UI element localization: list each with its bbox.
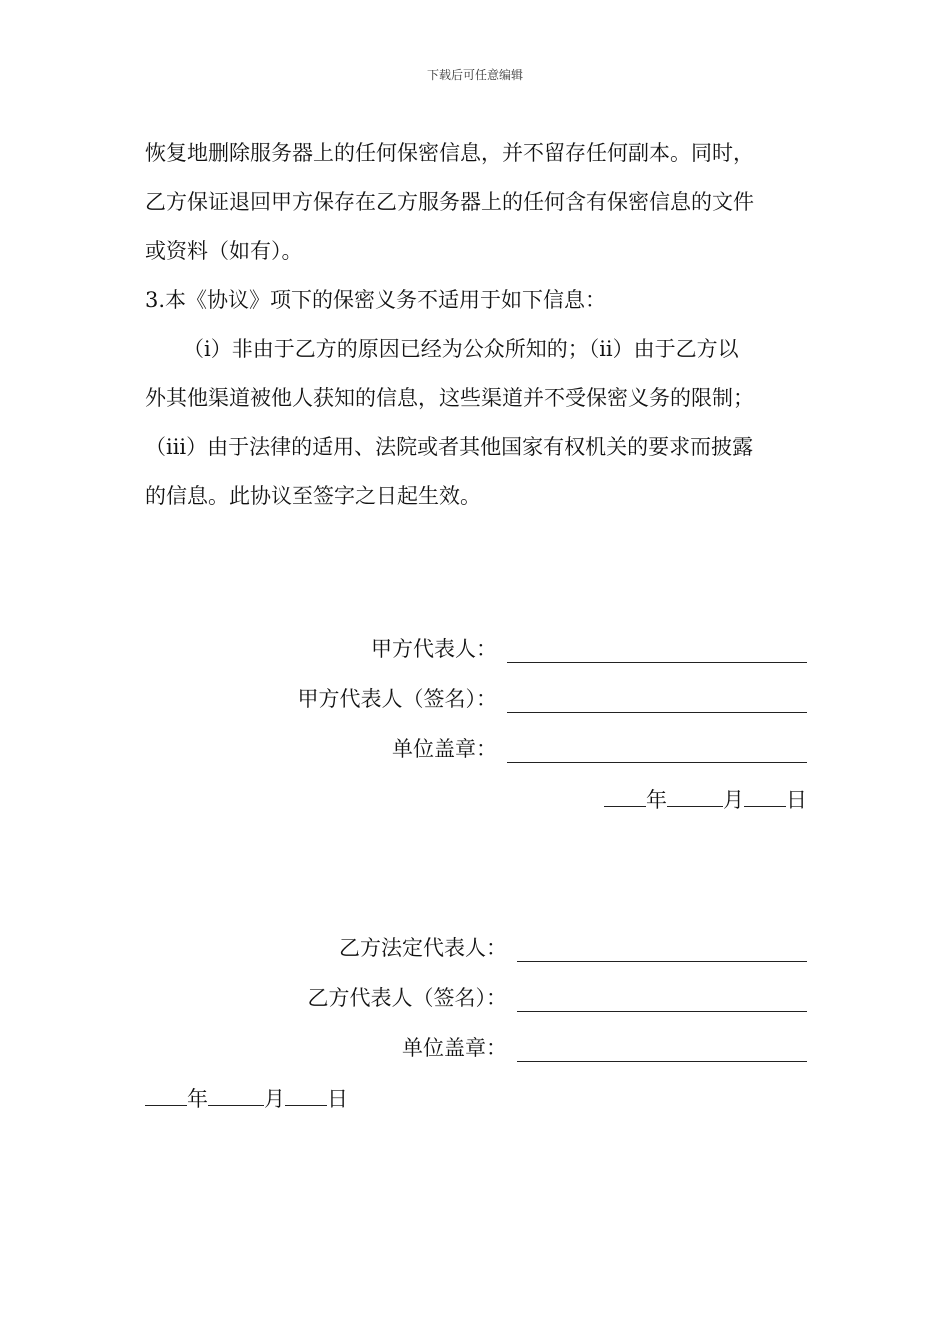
party-b-seal-row xyxy=(402,1032,807,1062)
party-b-seal-label: 单位盖章： xyxy=(402,1036,507,1060)
party-a-month-label: 月 xyxy=(723,788,744,812)
party-a-seal-label: 单位盖章： xyxy=(392,737,497,761)
party-b-year-blank[interactable] xyxy=(145,1085,187,1106)
agreement-body xyxy=(145,129,807,521)
party-b-day-label: 日 xyxy=(327,1087,348,1111)
party-a-seal-row xyxy=(392,733,807,763)
body-line: 乙方保证退回甲方保存在乙方服务器上的任何含有保密信息的文件 xyxy=(145,190,754,214)
party-b-month-blank[interactable] xyxy=(208,1085,264,1106)
party-b-year-label: 年 xyxy=(187,1087,208,1111)
party-a-representative-row xyxy=(371,633,807,663)
party-a-representative-field[interactable] xyxy=(507,640,807,663)
party-a-signature-label: 甲方代表人（签名）： xyxy=(297,687,497,711)
party-a-day-label: 日 xyxy=(786,788,807,812)
party-a-month-blank[interactable] xyxy=(667,786,723,807)
body-line: （iii）由于法律的适用、法院或者其他国家有权机关的要求而披露 xyxy=(145,435,754,459)
party-b-legal-rep-field[interactable] xyxy=(517,939,807,962)
party-a-signature-field[interactable] xyxy=(507,690,807,713)
party-b-date xyxy=(145,1083,348,1113)
party-b-seal-field[interactable] xyxy=(517,1039,807,1062)
body-line: 或资料（如有）。 xyxy=(145,239,303,263)
clause-3-heading: 3.本《协议》项下的保密义务不适用于如下信息： xyxy=(145,288,607,312)
party-b-legal-rep-row xyxy=(339,932,807,962)
body-line: 的信息。此协议至签字之日起生效。 xyxy=(145,484,481,508)
party-b-day-blank[interactable] xyxy=(285,1085,327,1106)
party-b-signature-label: 乙方代表人（签名）： xyxy=(307,986,507,1010)
party-a-year-label: 年 xyxy=(646,788,667,812)
page-header-note: 下载后可任意编辑 xyxy=(426,68,523,82)
party-a-year-blank[interactable] xyxy=(604,786,646,807)
party-a-date xyxy=(604,784,807,814)
party-b-legal-rep-label: 乙方法定代表人： xyxy=(339,936,507,960)
body-line: （i）非由于乙方的原因已经为公众所知的；（ii）由于乙方以 xyxy=(183,337,739,361)
party-b-signature-row xyxy=(308,982,808,1012)
body-line: 外其他渠道被他人获知的信息，这些渠道并不受保密义务的限制； xyxy=(145,386,754,410)
party-b-signature-field[interactable] xyxy=(517,989,807,1012)
party-a-representative-label: 甲方代表人： xyxy=(371,637,497,661)
party-a-seal-field[interactable] xyxy=(507,740,807,763)
body-line: 恢复地删除服务器上的任何保密信息，并不留存任何副本。同时， xyxy=(145,141,754,165)
party-a-day-blank[interactable] xyxy=(744,786,786,807)
party-b-month-label: 月 xyxy=(264,1087,285,1111)
party-a-signature-row xyxy=(298,683,808,713)
